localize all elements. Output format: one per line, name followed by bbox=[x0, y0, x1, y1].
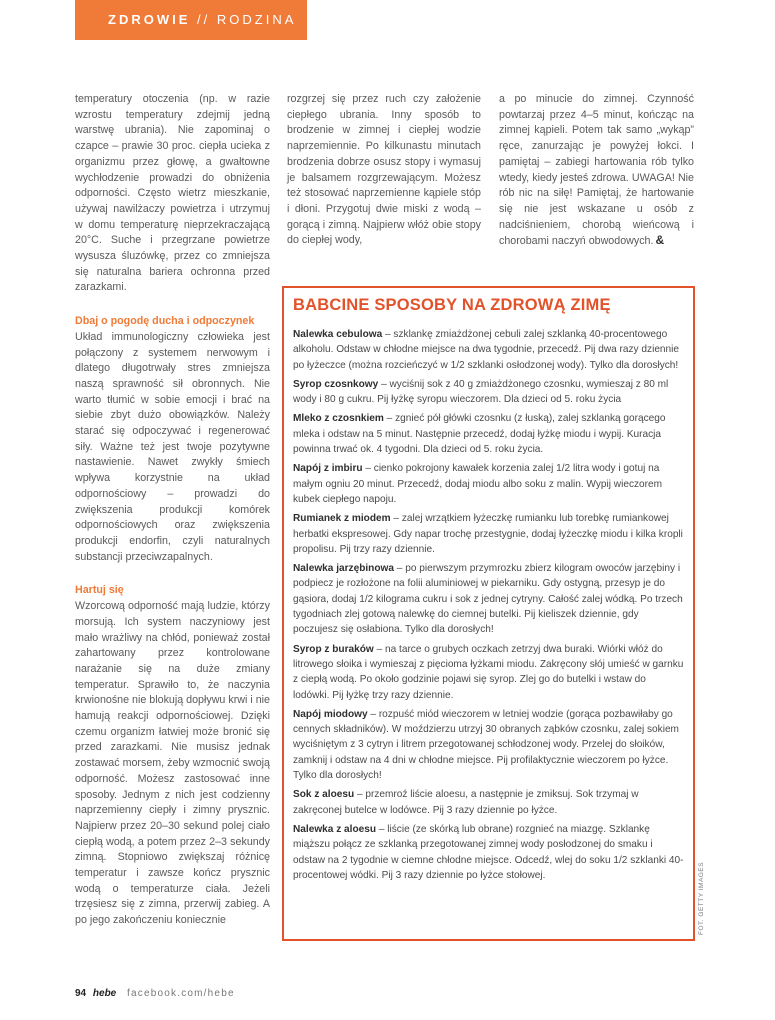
recipe-name: Napój z imbiru bbox=[293, 463, 363, 475]
magazine-brand: hebe bbox=[92, 988, 117, 999]
article-column-2 bbox=[287, 92, 481, 249]
recipe-name: Nalewka jarzębinowa bbox=[293, 563, 394, 575]
article-column-1 bbox=[75, 92, 270, 929]
recipe-text: – zgnieć pół główki czosnku (z łuską), zalej szklanką gorącego mleka i odstaw na 5 minut. Następnie przecedź, dodaj łyżkę miodu i wypij. Kuracja powinna trwać ok. 4 tygodni. Dla dzieci od 5. roku życia. bbox=[293, 413, 666, 456]
recipe-item bbox=[293, 327, 685, 373]
photo-credit: FOT. GETTY IMAGES bbox=[698, 861, 705, 935]
subheading-hardening: Hartuj się bbox=[75, 584, 124, 597]
recipe-text: – cienko pokrojony kawałek korzenia zalej 1/2 litra wody i gotuj na małym ogniu 20 minut. Przecedź, dodaj miodu albo soku z malin. Wypij wieczorem kubek ciepłego napoju. bbox=[293, 463, 663, 505]
section-label: ZDROWIE bbox=[108, 12, 191, 27]
column-3-text: a po minucie do zimnej. Czynność powtarzaj przez 4–5 minut, kończąc na zimnej kąpieli. Potem tak samo „wykąp” ręce, zanurzając je powyżej łokci. I pamiętaj – zabiegi hartowania rób tylko wtedy, kiedy jesteś zdrowa. UWAGA! Nie rób nic na siłę! Pamiętaj, że hartowanie się nie jest wskazane u osób z nadciśnieniem, chorobą wieńcową i chorobami naczyń obwodowych. bbox=[499, 93, 694, 248]
intro-paragraph: temperatury otoczenia (np. w razie wzrostu temperatury zdejmij jedną warstwę ubrania). Nie zapominaj o czapce – prawie 30 proc. ciepła ucieka z organizmu przez głowę, a gwałtowne wychłodzenie prowadzi do obniżenia odporności. Często wietrz mieszkanie, używaj nawilżaczy powietrza i utrzymuj w domu temperaturę nieprzekraczającą 20°C. Suche i przegrzane powietrze wysusza śluzówkę, przez co zmniejsza się naturalna bariera ochronna przed zarazkami. bbox=[75, 93, 270, 294]
grandma-remedies-box bbox=[282, 286, 695, 941]
rest-paragraph: Układ immunologiczny człowieka jest połączony z systemem nerwowym i dlatego długotrwały stres zmniejsza naszą sprawność sił obronnych. Nie warto tłumić w sobie emocji i brać na siebie zbyt dużo obowiązków. Należy starać się odpoczywać i regenerować siły. Ważne też jest twoje pozytywne nastawienie. Nawet zwykły śmiech wpływa korzystnie na układ odpornościowy – prowadzi do zwiększenia produkcji komórek odpornościowych oraz zwiększenia produkcji endorfin, czyli naturalnych substancji przeciwzapalnych. bbox=[75, 330, 270, 563]
recipe-item bbox=[293, 561, 685, 637]
recipe-item bbox=[293, 787, 685, 818]
recipe-name: Nalewka z aloesu bbox=[293, 823, 377, 835]
recipe-name: Napój miodowy bbox=[293, 708, 368, 720]
recipe-item bbox=[293, 511, 685, 557]
recipe-name: Syrop czosnkowy bbox=[293, 378, 379, 390]
recipe-item bbox=[293, 822, 685, 883]
column-3-paragraph bbox=[499, 92, 694, 250]
recipe-text: – wyciśnij sok z 40 g zmiażdżonego czosnku, wymieszaj z 80 ml wody i 80 g cukru. Pij łyżkę syropu wieczorem. Dla dzieci od 5. roku życia bbox=[293, 378, 669, 406]
page-number: 94 bbox=[75, 988, 87, 999]
end-of-article-mark: & bbox=[655, 233, 665, 248]
column-2-paragraph: rozgrzej się przez ruch czy założenie ciepłego ubrania. Inny sposób to brodzenie w zimnej i ciepłej wodzie naprzemiennie. Po kilkunastu minutach brodzenia dobrze osusz stopy i wymasuj je balsamem rozgrzewającym. Możesz też stosować naprzemienne kąpiele stóp i dłoni. Przygotuj dwie miski z wodą – gorącą i zimną. Najpierw włóż obie stopy do ciepłej wody, bbox=[287, 93, 481, 247]
section-separator: // bbox=[197, 12, 211, 27]
recipe-text: – na tarce o grubych oczkach zetrzyj dwa buraki. Wiórki włóż do litrowego słoika i wymieszaj z pięcioma łyżkami miodu. Zakręcony słój umieść w garnku z ciepłą wodą. Po około godzinie pojawi się syrop. Zlej go do butelki i wstaw do lodówki. Pij łyżkę trzy razy dziennie. bbox=[293, 643, 684, 701]
recipe-item bbox=[293, 461, 685, 507]
recipe-name: Mleko z czosnkiem bbox=[293, 413, 384, 425]
box-title: BABCINE SPOSOBY NA ZDROWĄ ZIMĘ bbox=[293, 296, 611, 314]
page-footer bbox=[75, 988, 235, 999]
recipe-item bbox=[293, 377, 685, 408]
recipe-text: – zalej wrzątkiem łyżeczkę rumianku lub torebkę rumiankowej herbatki ekspresowej. Gdy napar trochę przestygnie, dodaj łyżeczkę miodu i kilka kropli propolisu. Pij trzy razy dziennie. bbox=[293, 513, 683, 555]
section-header-tab bbox=[75, 0, 307, 40]
subheading-rest: Dbaj o pogodę ducha i odpoczynek bbox=[75, 315, 255, 328]
recipe-text: – szklankę zmiażdżonej cebuli zalej szklanką 40-procentowego alkoholu. Odstaw w chłodne miejsce na dwa tygodnie, przecedź. Pij dwa razy dziennie po łyżeczce (można rozcieńczyć w 1/2 szklanki osłodzonej wody). Tylko dla dorosłych! bbox=[293, 329, 680, 371]
recipe-name: Nalewka cebulowa bbox=[293, 329, 383, 340]
subsection-label: RODZINA bbox=[216, 12, 297, 27]
recipe-text: – przemroź liście aloesu, a następnie je zmiksuj. Sok trzymaj w zakręconej butelce w lodówce. Pij 3 razy dziennie po łyżce. bbox=[293, 789, 639, 816]
recipe-text: – liście (ze skórką lub obrane) rozgnieć na miazgę. Szklankę miąższu połącz ze szklanką przegotowanej zimnej wody posłodzonej do smaku i odstaw na 2 tygodnie w ciemne chłodne miejsce. Odcedź, wlej do soku 1/2 szklanki 40-procentowej wódki. Pij 3 razy dziennie po łyżce stołowej. bbox=[293, 823, 684, 881]
recipe-item bbox=[293, 707, 685, 783]
recipe-text: – po pierwszym przymrozku zbierz kilogram owoców jarzębiny i podpiecz je rozłożone na folii aluminiowej w piekarniku. Gdy ostygną, przesyp je do gąsiora, dodaj 1/2 kilograma cukru i sok z jednej cytryny. Całość zalej wódką. Po trzech tygodniach zlej gotową nalewkę do ciemnej butelki. Pij kieliszek dziennie, gdy poczujesz się osłabiona. Tylko dla dorosłych! bbox=[293, 563, 683, 636]
recipe-item bbox=[293, 411, 685, 457]
recipe-name: Syrop z buraków bbox=[293, 643, 374, 655]
recipe-text: – rozpuść miód wieczorem w letniej wodzie (gorąca pozbawiłaby go cennych składników). W moździerzu utrzyj 30 obranych ząbków czosnku, zalej sokiem wyciśniętym z 3 cytryn i litrem przegotowanej schłodzonej wody. Przelej do słoików, zamknij i odstaw na 4 dni w chłodne miejsce. Pij profilaktycznie wieczorem po łyżce. Tylko dla dorosłych! bbox=[293, 708, 679, 782]
recipe-item bbox=[293, 642, 685, 703]
hardening-paragraph: Wzorcową odporność mają ludzie, którzy morsują. Ich system naczyniowy jest mało wrażliwy na chłód, ponieważ został zahartowany przez kontrolowane narażanie się na duże zmiany temperatur. Sprawiło to, że naczynia krwionośne nie blokują dopływu krwi i nie hamują reakcji odpornościowej. Dzięki czemu organizm łatwiej może bronić się przed zarazkami. Nie musisz jednak zostawać morsem, żeby wzmocnić swoją odporność. Możesz zastosować inne sposoby. Jednym z nich jest codzienny naprzemienny ciepły i zimny prysznic. Najpierw przez 20–30 sekund polej ciało ciepłą wodą, a potem przez 2–3 sekundy zimną. Stopniowo zwiększaj różnicę temperatur i zawsze kończ prysznic wodą o temperaturze ciała. Jeżeli trzęsiesz się z zimna, przerwij zabieg. A po jego zakończeniu koniecznie bbox=[75, 600, 270, 927]
recipe-name: Rumianek z miodem bbox=[293, 513, 391, 525]
facebook-link[interactable]: facebook.com/hebe bbox=[127, 988, 235, 999]
recipe-name: Sok z aloesu bbox=[293, 789, 355, 801]
article-column-3 bbox=[499, 92, 694, 250]
